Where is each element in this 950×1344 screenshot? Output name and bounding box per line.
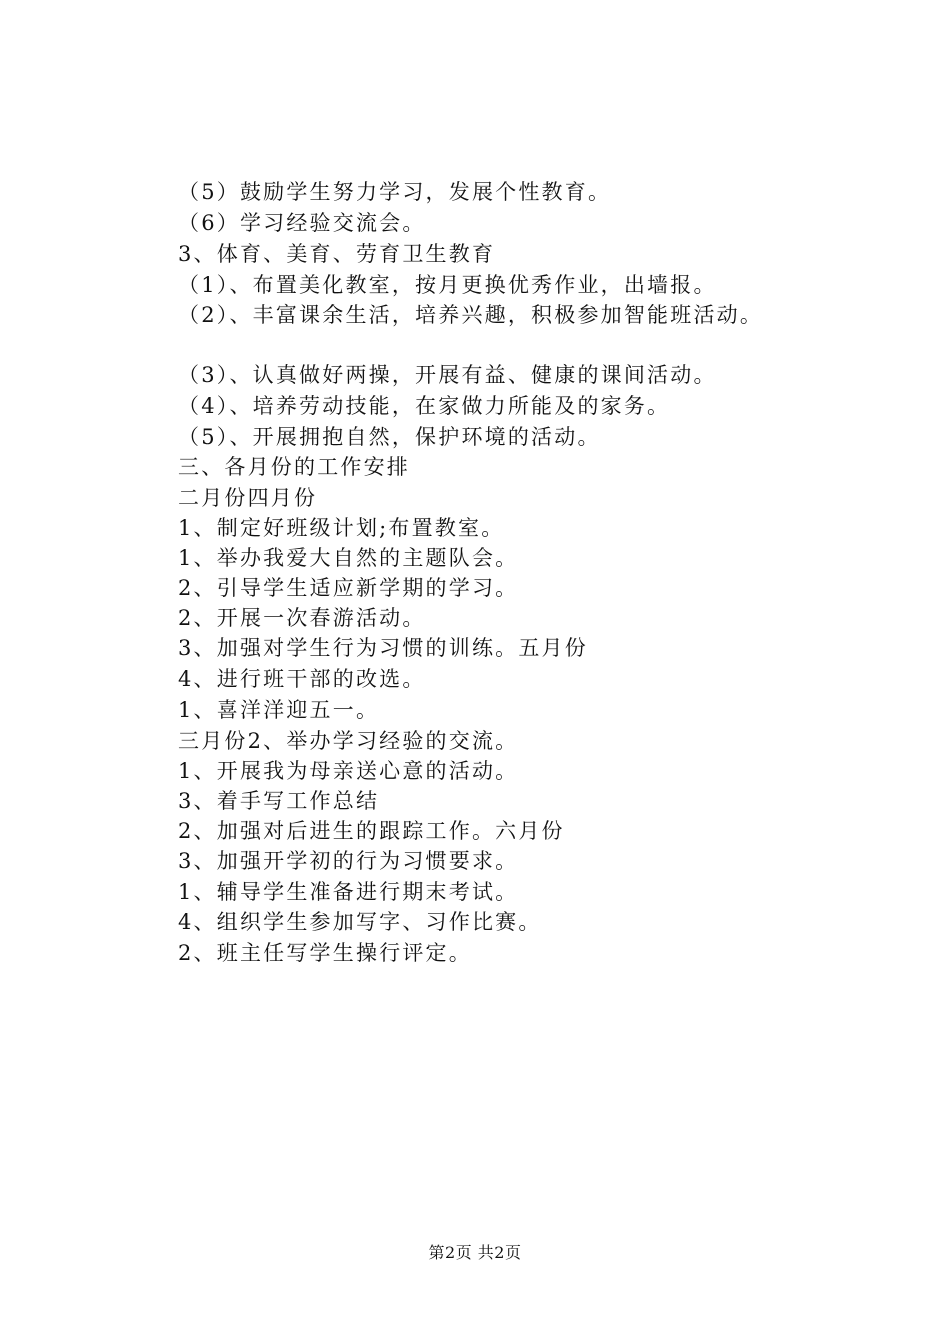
text-line: （6）学习经验交流会。 [178, 211, 426, 235]
text-line: 1、喜洋洋迎五一。 [178, 698, 380, 722]
text-line: （1）、布置美化教室，按月更换优秀作业，出墙报。 [178, 273, 717, 297]
text-line: 2、班主任写学生操行评定。 [178, 941, 472, 965]
text-line: 3、加强开学初的行为习惯要求。 [178, 849, 519, 873]
section-heading: 三、各月份的工作安排 [178, 455, 410, 479]
section-heading: 3、体育、美育、劳育卫生教育 [178, 242, 496, 266]
text-line: 1、制定好班级计划;布置教室。 [178, 516, 505, 540]
text-line: （5）、开展拥抱自然，保护环境的活动。 [178, 425, 601, 449]
text-line: 三月份2、举办学习经验的交流。 [178, 729, 519, 753]
text-line: 2、引导学生适应新学期的学习。 [178, 576, 519, 600]
text-line: （2）、丰富课余生活，培养兴趣，积极参加智能班活动。 [178, 303, 764, 327]
text-line: （4）、培养劳动技能，在家做力所能及的家务。 [178, 394, 671, 418]
text-line: 4、进行班干部的改选。 [178, 667, 426, 691]
text-line: 3、加强对学生行为习惯的训练。五月份 [178, 636, 588, 660]
text-line: 1、举办我爱大自然的主题队会。 [178, 546, 519, 570]
text-line: （3）、认真做好两操，开展有益、健康的课间活动。 [178, 363, 717, 387]
text-line: 2、加强对后进生的跟踪工作。六月份 [178, 819, 565, 843]
text-line: 二月份四月份 [178, 486, 318, 510]
text-line: 3、着手写工作总结 [178, 789, 380, 813]
text-line: 1、开展我为母亲送心意的活动。 [178, 759, 519, 783]
text-line: 2、开展一次春游活动。 [178, 606, 426, 630]
text-line: 4、组织学生参加写字、习作比赛。 [178, 910, 542, 934]
page-footer: 第2页 共2页 [428, 1243, 522, 1262]
text-line: （5）鼓励学生努力学习，发展个性教育。 [178, 180, 612, 204]
text-line: 1、辅导学生准备进行期末考试。 [178, 880, 519, 904]
